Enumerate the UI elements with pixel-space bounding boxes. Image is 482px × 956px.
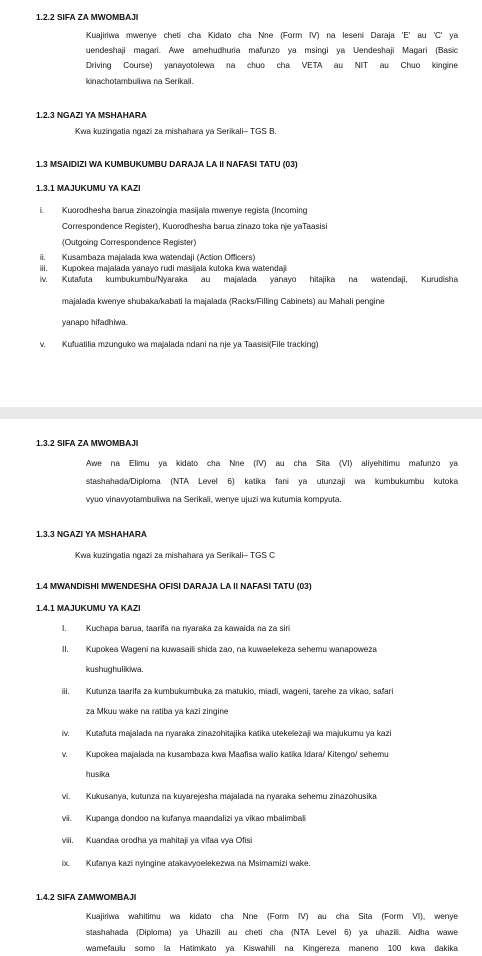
section-heading-1-3-1: 1.3.1 MAJUKUMU YA KAZI [36,183,141,193]
list-item-line: Kutafuta majalada na nyaraka zinazohitajika katika utekelezaji wa majukumu ya kazi [86,729,392,738]
list-item-line: Kufanya kazi nyingine atakavyoelekezwa na Msimamizi wake. [86,859,311,868]
salary-text: Kwa kuzingatia ngazi za mishahara ya Serikali– TGS B. [75,127,277,136]
list-item-line: Kupokea majalada yanayo rudi masijala kutoka kwa watendaji [62,264,287,273]
list-item-line: yanapo hifadhiwa. [62,318,129,327]
list-number: v. [40,340,46,349]
list-item-line: husika [86,770,110,779]
paragraph-line: uendeshaji magari. Awe amehudhuria mafunzo ya msingi ya Uendeshaji Magari (Basic [86,46,458,55]
document-page-2 [0,419,482,956]
section-heading-1-3-2: 1.3.2 SIFA ZA MWOMBAJI [36,438,139,448]
list-item-line: Kufuatilia mzunguko wa majalada ndani na nje ya Taasisi(File tracking) [62,340,319,349]
list-number: II. [62,645,69,654]
list-number: iv. [40,275,48,284]
section-heading-1-4-2: 1.4.2 SIFA ZAMWOMBAJI [36,892,137,902]
list-number: ii. [40,253,46,262]
list-item-line: Kuorodhesha barua zinazoingia masijala mwenye regista (Incoming [62,206,308,215]
list-number: I. [62,624,67,633]
list-item-line: Kuandaa orodha ya mahitaji ya vifaa vya Ofisi [86,836,253,845]
list-item-line: majalada kwenye shubaka/kabati la majalada (Racks/Filling Cabinets) au Mahali pengine [62,297,385,306]
salary-text: Kwa kuzingatia ngazi za mishahara ya Serikali– TGS C [75,551,276,560]
list-item-line: Correspondence Register), Kuorodhesha barua zinazo toka nje yaTaasisi [62,222,328,231]
paragraph-line: Driving Course) yanayotolewa na chuo cha VETA au NIT au Chuo kingine [86,61,458,70]
document-page-1 [0,0,482,407]
list-number: v. [62,750,68,759]
list-item-line: Kupokea Wageni na kuwasaili shida zao, na kuwaelekeza sehemu wanapoweza [86,645,377,654]
section-heading-1-3-3: 1.3.3 NGAZI YA MSHAHARA [36,529,147,539]
section-heading-1-3: 1.3 MSAIDIZI WA KUMBUKUMBU DARAJA LA II NAFASI TATU (03) [36,159,298,169]
list-number: iv. [62,729,70,738]
list-item-line: (Outgoing Correspondence Register) [62,238,197,247]
list-number: iii. [40,264,48,273]
section-heading-1-2-3: 1.2.3 NGAZI YA MSHAHARA [36,110,147,120]
list-item-line: Kusambaza majalada kwa watendaji (Action Officers) [62,253,256,262]
section-heading-1-4: 1.4 MWANDISHI MWENDESHA OFISI DARAJA LA II NAFASI TATU (03) [36,581,312,591]
paragraph-line: vyuo vinavyotambuliwa na Serikali, wenye ujuzi wa kutumia kompyuta. [86,495,342,504]
paragraph-line: stashahada/Diploma (NTA Level 6) katika fani ya utunzaji wa kumbukumbu kutoka [86,477,458,486]
list-item-line: Kupanga dondoo na kufanya maandalizi ya vikao mbalimbali [86,814,306,823]
paragraph-line: Kuajiriwa mwenye cheti cha Kidato cha Nne (Form IV) na leseni Daraja 'E' au 'C' ya [86,31,458,40]
list-item-line: Kukusanya, kutunza na kuyarejesha majalada na nyaraka sehemu zinazohusika [86,792,377,801]
list-item-line: Kupokea majalada na kusambaza kwa Maafisa walio katika Idara/ Kitengo/ sehemu [86,750,389,759]
section-heading-1-2-2: 1.2.2 SIFA ZA MWOMBAJI [36,12,139,22]
paragraph-line: Awe na Elimu ya kidato cha Nne (IV) au cha Sita (VI) aliyehitimu mafunzo ya [86,459,458,468]
list-number: viii. [62,836,74,845]
list-number: vi. [62,792,71,801]
list-item-line: kushughulikiwa. [86,665,144,674]
paragraph-line: stashahada (Diploma) ya Uhazili au cheti cha (NTA Level 6) ya uhazili. Aidha wawe [86,928,458,937]
list-item-line: Kutafuta kumbukumbu/Nyaraka au majalada yanayo hitajika na watendaji, Kurudisha [62,275,458,284]
list-number: i. [40,206,45,215]
list-number: vii. [62,814,73,823]
section-heading-1-4-1: 1.4.1 MAJUKUMU YA KAZI [36,603,141,613]
paragraph-line: Kuajiriwa wahitimu wa kidato cha Nne (Form IV) au cha Sita (Form VI), wenye [86,912,458,921]
list-item-line: Kutunza taarifa za kumbukumbuka za matukio, miadi, wageni, tarehe za vikao, safari [86,687,394,696]
list-number: ix. [62,859,71,868]
list-item-line: za Mkuu wake na ratiba ya kazi zingine [86,707,229,716]
list-number: iii. [62,687,70,696]
paragraph-line: wamefaulu somo la Hatimkato ya Kiswahili na Kingereza maneno 100 kwa dakika [86,944,458,953]
paragraph-line: kinachotambuliwa na Serikali. [86,77,194,86]
list-item-line: Kuchapa barua, taarifa na nyaraka za kawaida na za siri [86,624,290,633]
